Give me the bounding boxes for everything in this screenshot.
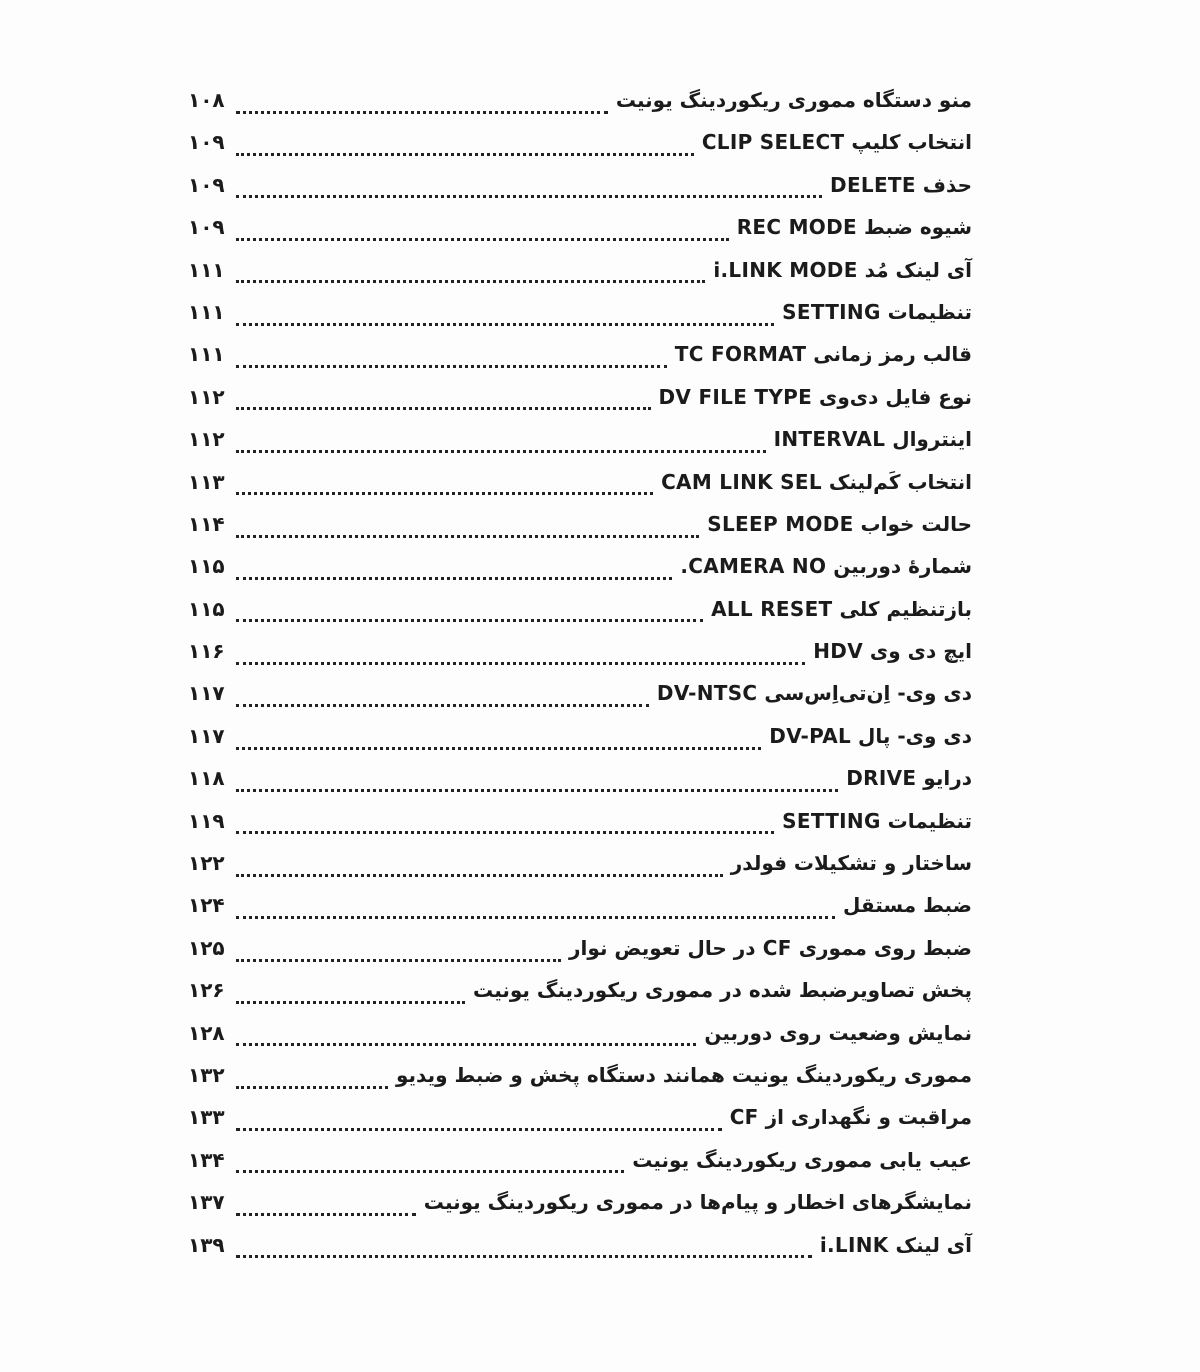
toc-page-number: ۱۳۲: [188, 1062, 225, 1087]
toc-page-number: ۱۲۸: [188, 1020, 225, 1045]
dot-leader: [236, 407, 651, 410]
toc-entry-title: ساختار و تشکیلات فولدر: [730, 851, 972, 876]
toc-page-number: ۱۱۷: [188, 723, 225, 748]
toc-entry: [188, 462, 972, 504]
toc-entry: [188, 207, 972, 249]
toc-page-number: ۱۱۱: [188, 299, 225, 324]
toc-entry-title: نمایشگرهای اخطار و پیام‌ها در مموری ریکوردینگ یونیت: [423, 1190, 972, 1215]
table-of-contents: [188, 80, 972, 1267]
dot-leader: [236, 1255, 812, 1258]
toc-entry: [188, 1097, 972, 1139]
toc-entry: [188, 1225, 972, 1267]
toc-entry-title: شیوه ضبط REC MODE: [736, 215, 972, 240]
toc-entry: [188, 928, 972, 970]
toc-entry-title: اینتروال INTERVAL: [773, 427, 972, 452]
toc-entry-title: حالت خواب SLEEP MODE: [707, 511, 972, 536]
toc-entry: [188, 419, 972, 461]
toc-page-number: ۱۰۸: [188, 88, 225, 112]
dot-leader: [236, 111, 608, 114]
toc-entry-title: آی لینک مُد i.LINK MODE: [713, 257, 972, 282]
toc-entry-title: انتخاب کَم‌لینک CAM LINK SEL: [661, 469, 972, 494]
toc-page-number: ۱۲۴: [188, 893, 225, 918]
toc-page-number: ۱۲۵: [188, 935, 225, 960]
toc-entry-title: منو دستگاه مموری ریکوردینگ یونیت: [615, 88, 972, 112]
toc-page-number: ۱۱۸: [188, 766, 225, 791]
toc-page-number: ۱۱۹: [188, 808, 225, 833]
toc-page-number: ۱۲۲: [188, 851, 225, 876]
toc-page-number: ۱۰۹: [188, 172, 225, 197]
dot-leader: [236, 535, 699, 538]
toc-entry: [188, 292, 972, 334]
toc-entry-title: دی وی- اِن‌تی‌اِس‌سی DV-NTSC: [656, 681, 972, 706]
dot-leader: [236, 1086, 388, 1089]
toc-page-number: ۱۱۴: [188, 511, 225, 536]
toc-entry-title: تنظیمات SETTING: [782, 808, 972, 833]
toc-entry-title: ضبط مستقل: [842, 893, 972, 918]
dot-leader: [236, 1128, 722, 1131]
toc-page-number: ۱۱۵: [188, 554, 225, 579]
toc-page-number: ۱۲۶: [188, 978, 225, 1003]
toc-entry-title: درایو DRIVE: [846, 766, 972, 791]
dot-leader: [236, 153, 694, 156]
dot-leader: [236, 1213, 416, 1216]
dot-leader: [236, 1001, 465, 1004]
dot-leader: [236, 789, 838, 792]
toc-entry-title: قالب رمز زمانی TC FORMAT: [674, 342, 972, 367]
dot-leader: [236, 619, 703, 622]
toc-entry: [188, 377, 972, 419]
dot-leader: [236, 831, 774, 834]
toc-entry-title: دی وی- پال DV-PAL: [769, 723, 972, 748]
toc-page-number: ۱۱۳: [188, 469, 225, 494]
toc-entry: [188, 885, 972, 927]
dot-leader: [236, 450, 766, 453]
toc-entry: [188, 716, 972, 758]
toc-entry: [188, 970, 972, 1012]
toc-entry: [188, 1182, 972, 1224]
toc-entry-title: تنظیمات SETTING: [782, 299, 972, 324]
dot-leader: [236, 195, 822, 198]
toc-entry: [188, 504, 972, 546]
toc-entry: [188, 631, 972, 673]
toc-entry: [188, 1013, 972, 1055]
toc-entry-title: بازتنظیم کلی ALL RESET: [711, 596, 972, 621]
dot-leader: [236, 238, 729, 241]
toc-page-number: ۱۳۴: [188, 1147, 225, 1172]
toc-entry: [188, 1140, 972, 1182]
toc-entry: [188, 122, 972, 164]
toc-entry: [188, 1055, 972, 1097]
dot-leader: [236, 916, 835, 919]
toc-entry: [188, 80, 972, 122]
toc-page-number: ۱۱۶: [188, 639, 225, 664]
toc-entry-title: ضبط روی مموری CF در حال تعویض نوار: [569, 935, 972, 960]
toc-entry: [188, 801, 972, 843]
toc-page-number: ۱۱۱: [188, 342, 225, 367]
dot-leader: [236, 959, 561, 962]
toc-entry-title: انتخاب کلیپ CLIP SELECT: [701, 130, 972, 155]
toc-entry-title: حذف DELETE: [830, 172, 972, 197]
toc-entry: [188, 250, 972, 292]
dot-leader: [236, 1043, 696, 1046]
dot-leader: [236, 1170, 624, 1173]
dot-leader: [236, 577, 672, 580]
dot-leader: [236, 280, 705, 283]
dot-leader: [236, 704, 649, 707]
toc-entry-title: پخش تصاویرضبط شده در مموری ریکوردینگ یونیت: [473, 978, 972, 1003]
toc-entry: [188, 758, 972, 800]
toc-page-number: ۱۱۷: [188, 681, 225, 706]
toc-entry: [188, 673, 972, 715]
toc-entry: [188, 843, 972, 885]
toc-entry: [188, 334, 972, 376]
toc-page-number: ۱۱۲: [188, 427, 225, 452]
toc-entry: [188, 589, 972, 631]
toc-page-number: ۱۰۹: [188, 130, 225, 155]
toc-page-number: ۱۱۲: [188, 384, 225, 409]
toc-entry: [188, 546, 972, 588]
toc-entry-title: عیب یابی مموری ریکوردینگ یونیت: [632, 1147, 972, 1172]
dot-leader: [236, 747, 761, 750]
dot-leader: [236, 662, 805, 665]
toc-entry-title: شمارهٔ دوربین CAMERA NO.: [680, 554, 972, 579]
dot-leader: [236, 492, 653, 495]
toc-page-number: ۱۳۷: [188, 1190, 225, 1215]
toc-entry-title: مراقبت و نگهداری از CF: [729, 1105, 972, 1130]
toc-page-number: ۱۱۵: [188, 596, 225, 621]
dot-leader: [236, 365, 667, 368]
toc-entry-title: نوع فایل دی‌وی DV FILE TYPE: [658, 384, 972, 409]
dot-leader: [236, 874, 723, 877]
toc-page-number: ۱۳۹: [188, 1232, 225, 1257]
toc-entry-title: نمایش وضعیت روی دوربین: [704, 1020, 972, 1045]
toc-page-number: ۱۱۱: [188, 257, 225, 282]
toc-entry: [188, 165, 972, 207]
dot-leader: [236, 323, 774, 326]
toc-page-number: ۱۰۹: [188, 215, 225, 240]
toc-entry-title: آی لینک i.LINK: [819, 1232, 972, 1257]
toc-page-number: ۱۳۳: [188, 1105, 225, 1130]
toc-entry-title: ایچ دی وی HDV: [813, 639, 972, 664]
toc-entry-title: مموری ریکوردینگ یونیت همانند دستگاه پخش و ضبط ویدیو: [395, 1062, 972, 1087]
